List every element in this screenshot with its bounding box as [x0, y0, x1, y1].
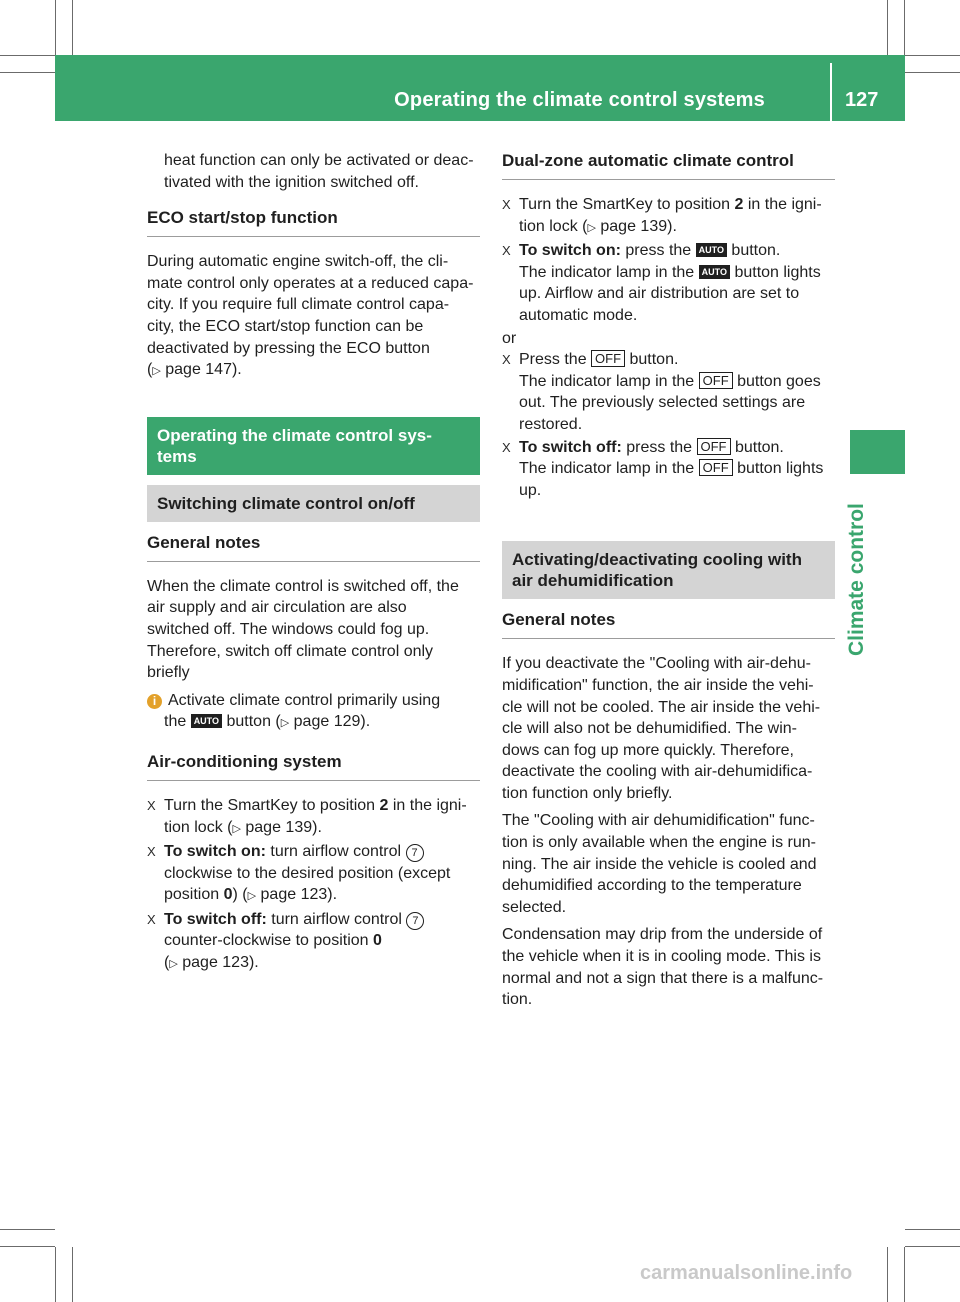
step-item	[502, 349, 835, 435]
subsection-heading	[502, 541, 835, 599]
text-line: position 0) (▷ page 123).	[164, 886, 338, 904]
text-line: out. The previously selected settings are	[519, 394, 806, 412]
crop-mark	[905, 55, 960, 56]
page-pointer-icon: ▷	[587, 221, 596, 234]
text-line: To switch off: turn airflow control 7	[164, 909, 480, 931]
info-note	[147, 690, 480, 735]
text-line: air supply and air circulation are also	[147, 599, 407, 617]
text-line: The indicator lamp in the OFF button lights	[519, 460, 824, 478]
section-tab	[850, 430, 905, 474]
text-line: deactivate the cooling with air-dehumidifica-	[502, 763, 813, 781]
step-arrow-icon: X	[502, 352, 511, 368]
step-arrow-icon: X	[502, 243, 511, 259]
ac-heading: Air-conditioning system	[147, 751, 480, 781]
heading-line: air dehumidification	[512, 571, 674, 591]
auto-button-icon: AUTO	[696, 243, 727, 257]
off-button-icon: OFF	[699, 459, 733, 476]
dual-zone-heading: Dual-zone automatic climate control	[502, 150, 835, 180]
text-line: the vehicle when it is in cooling mode. This is	[502, 948, 821, 966]
crop-mark	[905, 1229, 960, 1230]
page-pointer-icon: ▷	[152, 365, 161, 378]
heading-line: Activating/deactivating cooling with	[512, 550, 802, 570]
text-line: tion.	[502, 991, 533, 1009]
heading-line: tems	[157, 446, 197, 466]
crop-mark	[904, 0, 905, 55]
text-line: automatic mode.	[519, 306, 638, 324]
step-item	[502, 240, 835, 326]
crop-mark	[0, 72, 55, 73]
text-line: up. Airflow and air distribution are set to	[519, 285, 800, 303]
text-line: dows can fog up more quickly. Therefore,	[502, 741, 794, 759]
text-line: tion lock (▷ page 139).	[164, 818, 322, 836]
text-line: normal and not a sign that there is a malfunc-	[502, 969, 824, 987]
step-arrow-icon: X	[147, 844, 156, 860]
text-line: (▷ page 147).	[147, 361, 242, 379]
crop-mark	[0, 55, 55, 56]
cooling-paragraph	[502, 653, 835, 804]
text-line: restored.	[519, 415, 583, 433]
page-link[interactable]: page 139).	[240, 818, 322, 836]
section-heading	[147, 417, 480, 475]
page-title: Operating the climate control systems	[394, 89, 765, 111]
page-pointer-icon: ▷	[247, 890, 257, 903]
carryover-paragraph	[147, 150, 480, 193]
text-line: During automatic engine switch-off, the cli-	[147, 253, 449, 271]
text-line: Therefore, switch off climate control only	[147, 642, 434, 660]
page-pointer-icon: ▷	[169, 958, 178, 971]
text-line: Turn the SmartKey to position 2 in the igni-	[519, 196, 822, 213]
airflow-knob-icon: 7	[406, 844, 424, 862]
text-line: To switch off: press the OFF button.	[519, 438, 784, 456]
text-line: To switch on: press the AUTO button.	[519, 242, 781, 260]
page-number: 127	[845, 89, 879, 111]
general-notes-heading: General notes	[502, 609, 835, 639]
crop-mark	[72, 0, 73, 55]
text-line: To switch on: turn airflow control 7	[164, 841, 480, 863]
page-link[interactable]: page 147).	[160, 361, 242, 379]
step-arrow-icon: X	[502, 197, 511, 212]
general-notes-paragraph	[147, 576, 480, 684]
off-button-icon: OFF	[699, 372, 733, 389]
text-line: Press the OFF button.	[519, 351, 679, 369]
step-item	[502, 437, 835, 502]
text-line: tivated with the ignition switched off.	[164, 173, 419, 191]
step-item	[147, 841, 480, 908]
text-line: cle will also not be dehumidified. The win-	[502, 720, 797, 738]
text-line: up.	[519, 481, 542, 499]
page-pointer-icon: ▷	[232, 822, 241, 835]
cooling-paragraph	[502, 810, 835, 918]
page-link[interactable]: page 129).	[289, 713, 371, 731]
text-line: The indicator lamp in the AUTO button lights	[519, 263, 821, 281]
text-line: briefly	[147, 664, 190, 682]
text-line: ning. The air inside the vehicle is cooled and	[502, 855, 817, 873]
crop-mark	[887, 1247, 888, 1302]
eco-heading: ECO start/stop function	[147, 207, 480, 237]
text-line: i Activate climate control primarily using	[147, 690, 480, 712]
text-line: clockwise to the desired position (except	[164, 864, 451, 882]
page-link[interactable]: page 139).	[595, 217, 677, 235]
text-line: dehumidified according to the temperature	[502, 877, 802, 895]
text-line: heat function can only be activated or deac-	[164, 152, 474, 169]
page-pointer-icon: ▷	[280, 717, 290, 730]
info-icon: i	[147, 694, 162, 709]
text-line: tion is only available when the engine is run-	[502, 834, 816, 852]
text-line: The indicator lamp in the OFF button goes	[519, 372, 821, 390]
step-item	[502, 194, 835, 239]
page-header	[55, 55, 905, 121]
text-line: city. If you require full climate control capa-	[147, 296, 450, 314]
step-item	[147, 795, 480, 840]
page-link[interactable]: page 123).	[256, 886, 338, 904]
off-button-icon: OFF	[591, 350, 625, 367]
text-line: cle will not be cooled. The air inside the vehi-	[502, 698, 821, 716]
text-line: selected.	[502, 898, 567, 916]
text-line: counter-clockwise to position 0	[164, 932, 382, 950]
crop-mark	[55, 1247, 56, 1302]
text-line: If you deactivate the "Cooling with air-dehu-	[502, 655, 811, 673]
general-notes-heading: General notes	[147, 532, 480, 562]
text-line: deactivated by pressing the ECO button	[147, 339, 430, 357]
crop-mark	[904, 1247, 905, 1302]
airflow-knob-icon: 7	[406, 912, 424, 930]
crop-mark	[905, 72, 960, 73]
crop-mark	[887, 0, 888, 55]
step-arrow-icon: X	[147, 797, 156, 813]
step-arrow-icon: X	[147, 911, 156, 927]
text-line: Condensation may drip from the underside of	[502, 926, 823, 944]
eco-paragraph	[147, 251, 480, 383]
crop-mark	[72, 1247, 73, 1302]
auto-button-icon: AUTO	[699, 265, 730, 279]
crop-mark	[55, 0, 56, 55]
step-item	[147, 909, 480, 976]
or-text: or	[502, 329, 517, 347]
header-divider	[830, 63, 832, 121]
off-button-icon: OFF	[697, 438, 731, 455]
text-line: tion function only briefly.	[502, 784, 673, 802]
text-line: The "Cooling with air dehumidification" func-	[502, 812, 815, 830]
text-line: switched off. The windows could fog up.	[147, 620, 430, 638]
crop-mark	[905, 1246, 960, 1247]
auto-button-icon: AUTO	[191, 714, 222, 728]
text-line: (▷ page 123).	[164, 954, 259, 972]
page-link[interactable]: page 123).	[177, 954, 259, 972]
heading-line: Operating the climate control sys-	[157, 425, 432, 445]
text-line: the AUTO button (▷ page 129).	[164, 713, 371, 731]
text-line: midification" function, the air inside the vehi-	[502, 676, 814, 694]
text-line: mate control only operates at a reduced capa-	[147, 274, 474, 292]
text-line: tion lock (▷ page 139).	[519, 217, 677, 235]
crop-mark	[0, 1229, 55, 1230]
step-arrow-icon: X	[502, 439, 511, 455]
text-line: When the climate control is switched off, the	[147, 577, 459, 595]
watermark: carmanualsonline.info	[640, 1262, 853, 1284]
subsection-heading: Switching climate control on/off	[147, 485, 480, 522]
right-column	[502, 150, 835, 1025]
section-label: Climate control	[845, 503, 868, 656]
crop-mark	[0, 1246, 55, 1247]
text-line: Turn the SmartKey to position 2 in the igni-	[164, 796, 467, 814]
text-line: city, the ECO start/stop function can be	[147, 317, 424, 335]
cooling-paragraph	[502, 924, 835, 1010]
left-column	[147, 150, 480, 977]
